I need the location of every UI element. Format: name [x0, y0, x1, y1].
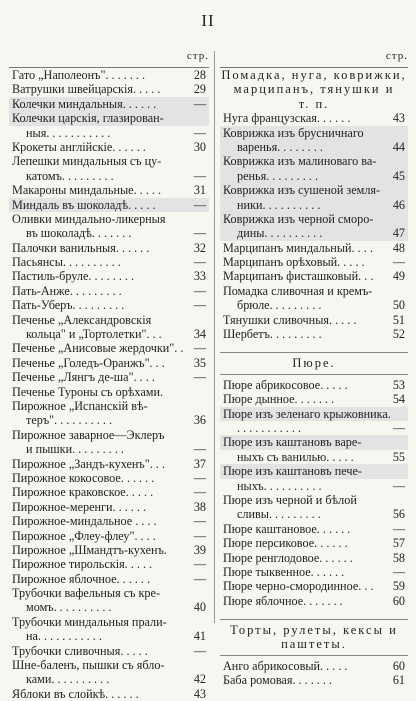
toc-entry — [9, 82, 209, 96]
left-column — [9, 50, 209, 701]
entry-title: Пюре изъ черной и бѣлой — [223, 492, 357, 507]
toc-entry — [9, 629, 209, 643]
left-entries — [9, 68, 209, 701]
entry-title: Пюре каштановое. . . . . . — [223, 521, 351, 536]
section-entries-cakes — [220, 659, 408, 688]
section-title-sweets — [220, 68, 408, 111]
entry-title: Нуга французская. . . . . . — [223, 111, 351, 126]
toc-entry — [220, 298, 408, 312]
toc-entry — [9, 269, 209, 283]
entry-title: ники. . . . . . . . . . — [237, 197, 321, 212]
entry-page: — — [193, 125, 206, 140]
entry-title: Коврижка изъ черной сморо- — [223, 211, 374, 226]
toc-entry — [9, 356, 209, 370]
right-column — [220, 50, 408, 688]
entry-page: 36 — [193, 413, 206, 428]
toc-entry — [220, 269, 408, 283]
toc-entry — [9, 543, 209, 557]
toc-entry — [220, 407, 408, 421]
toc-entry — [220, 169, 408, 183]
entry-page: — — [193, 283, 206, 298]
entry-title: Пирожное „Зандъ-кухенъ". . . — [12, 456, 165, 471]
toc-entry — [9, 126, 209, 140]
column-divider — [214, 51, 215, 623]
entry-page: 60 — [392, 593, 405, 608]
entry-title: Пюре персиковое. . . . . . — [223, 536, 348, 551]
page-number: II — [201, 11, 215, 30]
entry-title: Оливки миндально-ликерныя — [12, 211, 166, 226]
toc-entry — [220, 551, 408, 565]
toc-entry — [220, 140, 408, 154]
entry-page: 52 — [392, 327, 405, 342]
section-title-line: Торты, рулеты, кексы и — [230, 623, 398, 638]
entry-title: Пюре изъ каштановъ пече- — [223, 464, 362, 479]
entry-page: 47 — [392, 226, 405, 241]
entry-title: ками. . . . . . . . . . — [26, 672, 110, 687]
entry-title: Пирожное-миндальное . . . . — [12, 514, 157, 529]
toc-entry — [220, 126, 408, 140]
entry-title: Пать-Уберъ. . . . . . . . . — [12, 298, 125, 313]
entry-title: ныхъ съ ванилью. . . . . — [237, 449, 354, 464]
toc-entry — [9, 154, 209, 168]
section-title-line: Помадка, нуга, коврижки, — [221, 68, 407, 82]
entry-title: Пирожное „Шмандтъ-кухенъ. — [12, 542, 167, 557]
entry-title: Пюре изъ зеленаго крыжовника. — [223, 406, 391, 421]
toc-entry — [220, 421, 408, 435]
entry-title: кольца" и „Тортолетки". . . — [26, 327, 162, 342]
entry-title: Печенье „Александровскія — [12, 312, 152, 327]
entry-page: 30 — [193, 139, 206, 154]
entry-page: 45 — [392, 168, 405, 183]
toc-entry — [9, 183, 209, 197]
toc-entry — [220, 536, 408, 550]
toc-entry — [9, 514, 209, 528]
toc-entry — [220, 479, 408, 493]
entry-title: Печенье Туроны съ орѣхами. — [12, 384, 164, 399]
entry-page: 31 — [193, 183, 206, 198]
section-entries-puree — [220, 378, 408, 608]
toc-entry — [9, 226, 209, 240]
toc-entry — [220, 212, 408, 226]
entry-title: Трубочки вафельныя съ кре- — [12, 586, 160, 601]
toc-entry — [220, 284, 408, 298]
entry-title: Пирожное яблочное. . . . . . — [12, 571, 151, 586]
toc-entry — [220, 154, 408, 168]
entry-title: Пюре яблочное. . . . . . . — [223, 593, 343, 608]
entry-title: Печенье „Лянгъ де-ша". . . . — [12, 370, 155, 385]
toc-entry — [220, 435, 408, 449]
entry-title: Пирожное краковское. . . . . — [12, 485, 154, 500]
toc-entry — [220, 111, 408, 125]
toc-entry — [9, 600, 209, 614]
entry-title: на. . . . . . . . . . . — [26, 629, 102, 644]
entry-page: 43 — [392, 111, 405, 126]
entry-title: Коврижка изъ сушеной земля- — [223, 183, 381, 198]
toc-entry — [9, 97, 209, 111]
entry-page: — — [193, 528, 206, 543]
entry-page: 53 — [392, 377, 405, 392]
toc-entry — [9, 471, 209, 485]
section-title-line: т. п. — [298, 96, 330, 111]
entry-title: Марципанъ орѣховый. . . . . — [223, 255, 365, 270]
entry-title: Баба ромовая. . . . . . . — [223, 673, 333, 688]
toc-entry — [9, 557, 209, 571]
entry-title: Печенье „Голедъ-Оранжъ". . . — [12, 355, 165, 370]
entry-title: Марципанъ миндальный. . . . — [223, 240, 373, 255]
toc-entry — [220, 507, 408, 521]
entry-title: Пать-Анже. . . . . . . . . — [12, 283, 122, 298]
entry-title: въ шоколадѣ. . . . . . . — [26, 226, 132, 241]
entry-title: Ватрушки швейцарскія. . . . . — [12, 82, 161, 97]
entry-title: сливы. . . . . . . . . — [237, 507, 321, 522]
page-column-header: стр. — [186, 50, 209, 62]
entry-page: — — [193, 298, 206, 313]
toc-entry — [9, 68, 209, 82]
entry-title: Гато „Наполеонъ". . . . . . . — [12, 68, 146, 82]
toc-entry — [220, 659, 408, 673]
section-rule — [220, 352, 408, 353]
entry-page: 56 — [392, 507, 405, 522]
entry-title: момъ. . . . . . . . . . — [26, 600, 112, 615]
entry-title: Пирожное „Флеу-флеу". . . . — [12, 528, 156, 543]
entry-page: 41 — [193, 629, 206, 644]
entry-title: Марципанъ фисташковый. . . — [223, 269, 374, 284]
entry-title: брюле. . . . . . . . . — [237, 298, 322, 313]
entry-page: — — [193, 370, 206, 385]
entry-title: Пюре изъ каштановъ варе- — [223, 435, 362, 450]
entry-page: 55 — [392, 449, 405, 464]
entry-title: Пюре ренглодовое. . . . . . — [223, 550, 353, 565]
toc-entry — [220, 313, 408, 327]
entry-page: 32 — [193, 240, 206, 255]
entry-title: Коврижка изъ малиноваго ва- — [223, 154, 377, 169]
entry-title: дины. . . . . . . . . . — [237, 226, 323, 241]
entry-page: — — [193, 643, 206, 658]
toc-entry — [9, 644, 209, 658]
entry-title: . . . . . . . . . . . — [237, 420, 301, 435]
entry-title: Пюре черно-смородинное. . . — [223, 579, 374, 594]
entry-title: Пирожное кокосовое. . . . . . — [12, 470, 155, 485]
toc-entry — [9, 370, 209, 384]
toc-entry — [9, 341, 209, 355]
entry-title: Крокеты англійскіе. . . . . . — [12, 139, 146, 154]
toc-entry — [9, 313, 209, 327]
toc-entry — [9, 529, 209, 543]
toc-entry — [220, 378, 408, 392]
entry-page: 37 — [193, 456, 206, 471]
entry-page: — — [392, 478, 405, 493]
entry-title: Миндаль въ шоколадѣ. . . . . — [12, 197, 156, 212]
toc-entry — [9, 198, 209, 212]
entry-title: ренья. . . . . . . . . — [237, 168, 318, 183]
entry-page: 44 — [392, 139, 405, 154]
entry-title: Пастиль-бруле. . . . . . . . — [12, 269, 135, 284]
toc-entry — [220, 594, 408, 608]
toc-entry — [220, 327, 408, 341]
entry-title: Шербетъ. . . . . . . . . — [223, 327, 322, 342]
entry-page: 34 — [193, 327, 206, 342]
entry-page: — — [193, 571, 206, 586]
entry-page: 35 — [193, 355, 206, 370]
entry-title: Пюре абрикосовое. . . . . — [223, 377, 348, 392]
entry-page: 57 — [392, 536, 405, 551]
toc-entry — [9, 111, 209, 125]
toc-entry — [9, 658, 209, 672]
section-rule — [220, 655, 408, 656]
toc-entry — [220, 493, 408, 507]
entry-page: — — [392, 564, 405, 579]
entry-page: — — [193, 255, 206, 270]
toc-entry — [220, 673, 408, 687]
entry-title: варенья. . . . . . . . — [237, 139, 323, 154]
toc-entry — [9, 485, 209, 499]
entry-page: 49 — [392, 269, 405, 284]
entry-page: 51 — [392, 312, 405, 327]
section-title-line: марципанъ, тянушки и — [233, 82, 395, 97]
entry-title: Тянушки сливочныя. . . . . — [223, 312, 357, 327]
entry-page: — — [193, 514, 206, 529]
entry-title: Яблоки въ слойкѣ. . . . . . — [12, 686, 139, 701]
toc-entry — [9, 428, 209, 442]
entry-title: Колечки царскія, глазирован- — [12, 111, 164, 126]
toc-entry — [9, 457, 209, 471]
entry-title: Пирожное-меренги. . . . . . — [12, 499, 147, 514]
entry-page: — — [193, 226, 206, 241]
entry-title: Лепешки миндальныя съ цу- — [12, 154, 162, 169]
toc-entry — [9, 169, 209, 183]
entry-page: — — [392, 521, 405, 536]
toc-entry — [9, 572, 209, 586]
entry-title: Трубочки миндальныя прали- — [12, 614, 167, 629]
entry-title: Пюре дынное. . . . . . . — [223, 392, 335, 407]
entry-title: ныхъ. . . . . . . . . . — [237, 478, 322, 493]
entry-page: 48 — [392, 240, 405, 255]
toc-entry — [220, 226, 408, 240]
entry-page: — — [193, 168, 206, 183]
entry-title: Шне-баленъ, пышки съ ябло- — [12, 658, 165, 673]
entry-title: Пирожное тирольскія. . . . . — [12, 557, 153, 572]
entry-page: 61 — [392, 673, 405, 688]
toc-entry — [9, 284, 209, 298]
toc-entry — [220, 450, 408, 464]
toc-entry — [220, 198, 408, 212]
entry-title: Палочки ванильныя. . . . . . — [12, 240, 150, 255]
toc-entry — [9, 500, 209, 514]
entry-page: — — [193, 341, 206, 356]
entry-page: 28 — [193, 68, 206, 82]
entry-title: Колечки миндальныя. . . . . . — [12, 96, 157, 111]
entry-title: и пышки. . . . . . . . . — [26, 442, 124, 457]
toc-entry — [220, 241, 408, 255]
entry-title: ныя. . . . . . . . . . . — [26, 125, 111, 140]
toc-entry — [220, 579, 408, 593]
entry-page: 54 — [392, 392, 405, 407]
toc-entry — [9, 413, 209, 427]
toc-entry — [9, 615, 209, 629]
section-rule — [220, 374, 408, 375]
entry-page: — — [193, 485, 206, 500]
toc-entry — [220, 565, 408, 579]
entry-page: — — [392, 420, 405, 435]
entry-page: 50 — [392, 298, 405, 313]
entry-page: — — [193, 470, 206, 485]
entry-page: 43 — [193, 686, 206, 701]
entry-title: теръ". . . . . . . . . . — [26, 413, 112, 428]
page-column-header: стр. — [385, 50, 408, 62]
toc-entry — [220, 522, 408, 536]
entry-title: Макароны миндальные. . . . . — [12, 183, 161, 198]
toc-entry — [9, 672, 209, 686]
entry-page: 59 — [392, 579, 405, 594]
entry-page: — — [193, 197, 206, 212]
toc-entry — [9, 442, 209, 456]
entry-page: 39 — [193, 542, 206, 557]
entry-title: Печенье „Анисовые жердочки". . — [12, 341, 184, 356]
section-title-puree: Пюре. — [292, 356, 336, 371]
section-entries-sweets — [220, 111, 408, 341]
entry-page: 58 — [392, 550, 405, 565]
entry-page: 46 — [392, 197, 405, 212]
toc-entry — [220, 183, 408, 197]
toc-entry — [9, 255, 209, 269]
entry-page: 29 — [193, 82, 206, 97]
entry-page: — — [193, 557, 206, 572]
section-title-line: паштеты. — [281, 637, 347, 652]
toc-entry — [9, 327, 209, 341]
entry-page: — — [193, 442, 206, 457]
entry-page: 42 — [193, 672, 206, 687]
toc-entry — [9, 687, 209, 701]
entry-title: катомъ. . . . . . . . . — [26, 168, 114, 183]
entry-title: Трубочки сливочныя. . . . . — [12, 643, 148, 658]
entry-page: 40 — [193, 600, 206, 615]
entry-page: 33 — [193, 269, 206, 284]
toc-entry — [9, 399, 209, 413]
toc-entry — [9, 140, 209, 154]
toc-entry — [9, 385, 209, 399]
toc-entry — [9, 586, 209, 600]
entry-title: Помадка сливочная и кремъ- — [223, 283, 373, 298]
entry-title: Пирожное „Испанскій вѣ- — [12, 398, 148, 413]
entry-page: — — [193, 96, 206, 111]
entry-page: 60 — [392, 658, 405, 673]
toc-entry — [220, 392, 408, 406]
entry-title: Пирожное заварное—Эклеръ — [12, 427, 165, 442]
entry-title: Пюре тыквенное. . . . . . — [223, 564, 345, 579]
toc-entry — [220, 255, 408, 269]
section-rule — [220, 619, 408, 620]
entry-title: Коврижка изъ брусничнаго — [223, 125, 364, 140]
toc-entry — [9, 298, 209, 312]
entry-page: — — [392, 255, 405, 270]
toc-entry — [220, 464, 408, 478]
entry-title: Пасьянсы. . . . . . . . . . — [12, 255, 121, 270]
entry-title: Анго абрикосовый. . . . . — [223, 658, 348, 673]
toc-entry — [9, 212, 209, 226]
toc-entry — [9, 241, 209, 255]
entry-page: 38 — [193, 499, 206, 514]
